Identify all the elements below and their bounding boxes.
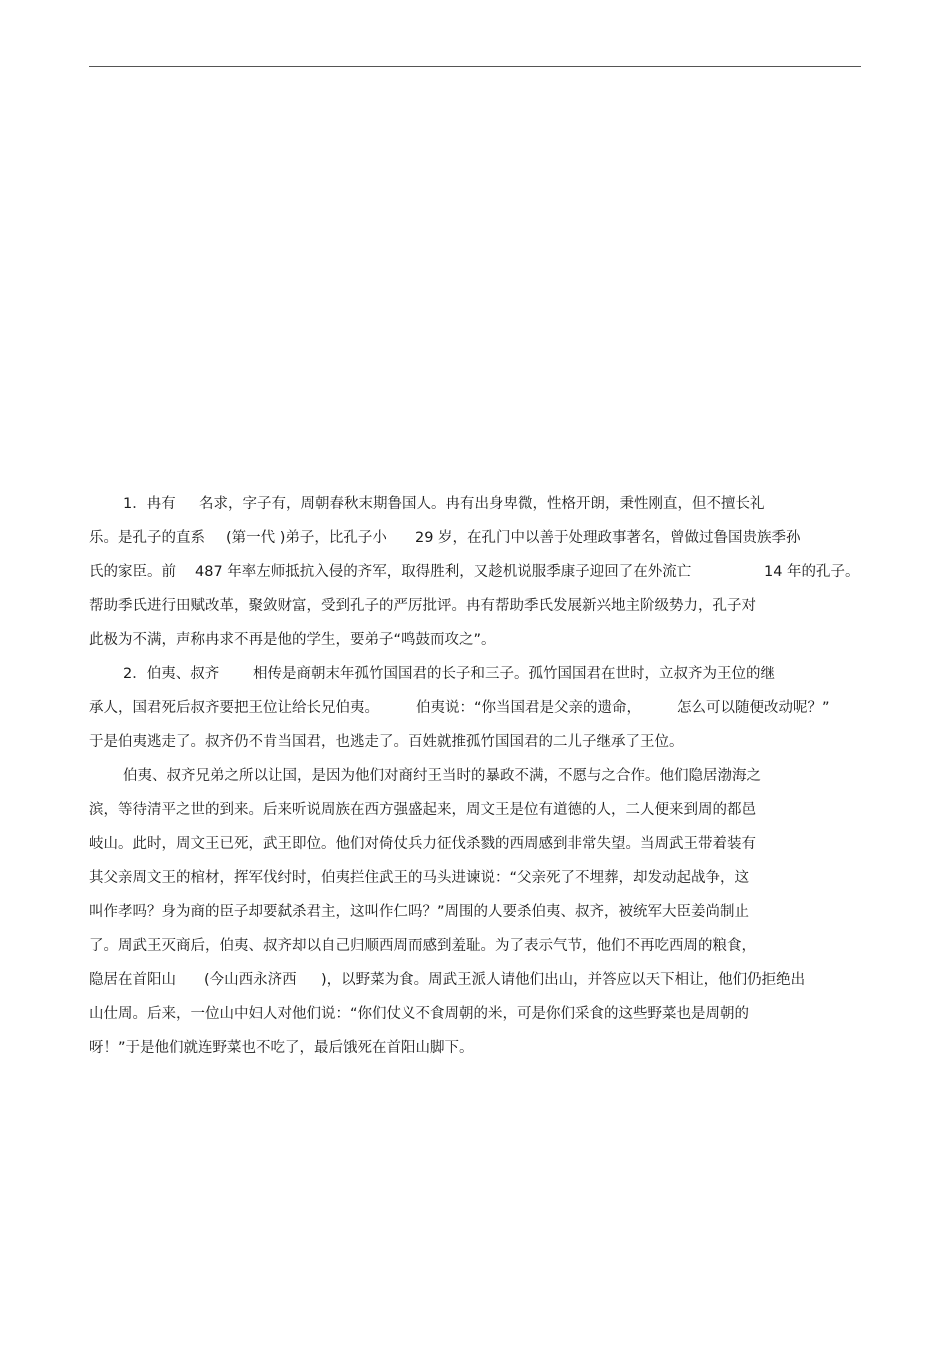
text-segment: 怎么可以随便改动呢？” — [677, 700, 830, 716]
text-segment: 伯夷、叔齐兄弟之所以让国，是因为他们对商纣王当时的暴政不满，不愿与之合作。他们隐居渤海之 — [123, 768, 761, 784]
text-segment: 承人，国君死后叔齐要把王位让给长兄伯夷。 — [89, 700, 379, 716]
text-segment: 于是伯夷逃走了。叔齐仍不肯当国君，也逃走了。百姓就推孤竹国国君的二儿子继承了王位。 — [89, 734, 684, 750]
text-line — [89, 764, 869, 798]
text-line — [89, 662, 869, 696]
text-segment: 帮助季氏进行田赋改革，聚敛财富，受到孔子的严厉批评。冉有帮助季氏发展新兴地主阶级势力，孔子对 — [89, 598, 756, 614]
text-line — [89, 798, 869, 832]
text-segment: 滨，等待清平之世的到来。后来听说周族在西方强盛起来，周文王是位有道德的人，二人便来到周的都邑 — [89, 802, 756, 818]
text-segment: )，以野菜为食。周武王派人请他们出山，并答应以天下相让，他们仍拒绝出 — [321, 972, 806, 988]
text-line — [89, 628, 869, 662]
text-segment: 14 年的孔子。 — [764, 564, 860, 580]
text-segment: (今山西永济西 — [204, 972, 297, 988]
text-segment: 叫作孝吗？身为商的臣子却要弑杀君主，这叫作仁吗？”周围的人要杀伯夷、叔齐，被统军大臣姜尚制止 — [89, 904, 750, 920]
text-segment: 487 年率左师抵抗入侵的齐军，取得胜利，又趁机说服季康子迎回了在外流亡 — [195, 564, 692, 580]
text-segment: 隐居在首阳山 — [89, 972, 176, 988]
text-segment: 此极为不满，声称冉求不再是他的学生，要弟子“鸣鼓而攻之”。 — [89, 632, 496, 648]
text-segment: 山仕周。后来，一位山中妇人对他们说：“你们仗义不食周朝的米，可是你们采食的这些野菜也是周朝的 — [89, 1006, 750, 1022]
text-line — [89, 900, 869, 934]
text-line — [89, 560, 869, 594]
text-line — [89, 832, 869, 866]
text-segment: 其父亲周文王的棺材，挥军伐纣时，伯夷拦住武王的马头进谏说：“父亲死了不埋葬，却发动起战争，这 — [89, 870, 750, 886]
text-segment: 乐。是孔子的直系 — [89, 530, 205, 546]
text-line — [89, 866, 869, 900]
text-segment: (第一代 )弟子，比孔子小 — [226, 530, 387, 546]
text-line — [89, 730, 869, 764]
text-line — [89, 968, 869, 1002]
paragraph-2-heading: 2．伯夷、叔齐 — [123, 666, 220, 682]
text-segment: 了。周武王灭商后，伯夷、叔齐却以自己归顺西周而感到羞耻。为了表示气节，他们不再吃西周的粮食， — [89, 938, 756, 954]
text-line — [89, 1002, 869, 1036]
text-segment: 伯夷说：“你当国君是父亲的遗命， — [416, 700, 642, 716]
text-line — [89, 696, 869, 730]
text-segment: 29 岁，在孔门中以善于处理政事著名，曾做过鲁国贵族季孙 — [415, 530, 801, 546]
text-segment: 呀！”于是他们就连野菜也不吃了，最后饿死在首阳山脚下。 — [89, 1040, 474, 1056]
text-line — [89, 492, 869, 526]
header-rule — [89, 66, 861, 67]
text-line — [89, 594, 869, 628]
text-line — [89, 934, 869, 968]
text-segment: 岐山。此时，周文王已死，武王即位。他们对倚仗兵力征伐杀戮的西周感到非常失望。当周武王带着装有 — [89, 836, 756, 852]
text-segment: 氏的家臣。前 — [89, 564, 176, 580]
text-segment: 相传是商朝末年孤竹国国君的长子和三子。孤竹国国君在世时，立叔齐为王位的继 — [253, 666, 775, 682]
text-line — [89, 526, 869, 560]
document-body — [89, 492, 869, 1070]
paragraph-1-number: 1．冉有 — [123, 496, 176, 512]
text-line — [89, 1036, 869, 1070]
text-segment: 名求，字子有，周朝春秋末期鲁国人。冉有出身卑微，性格开朗，秉性刚直，但不擅长礼 — [199, 496, 765, 512]
